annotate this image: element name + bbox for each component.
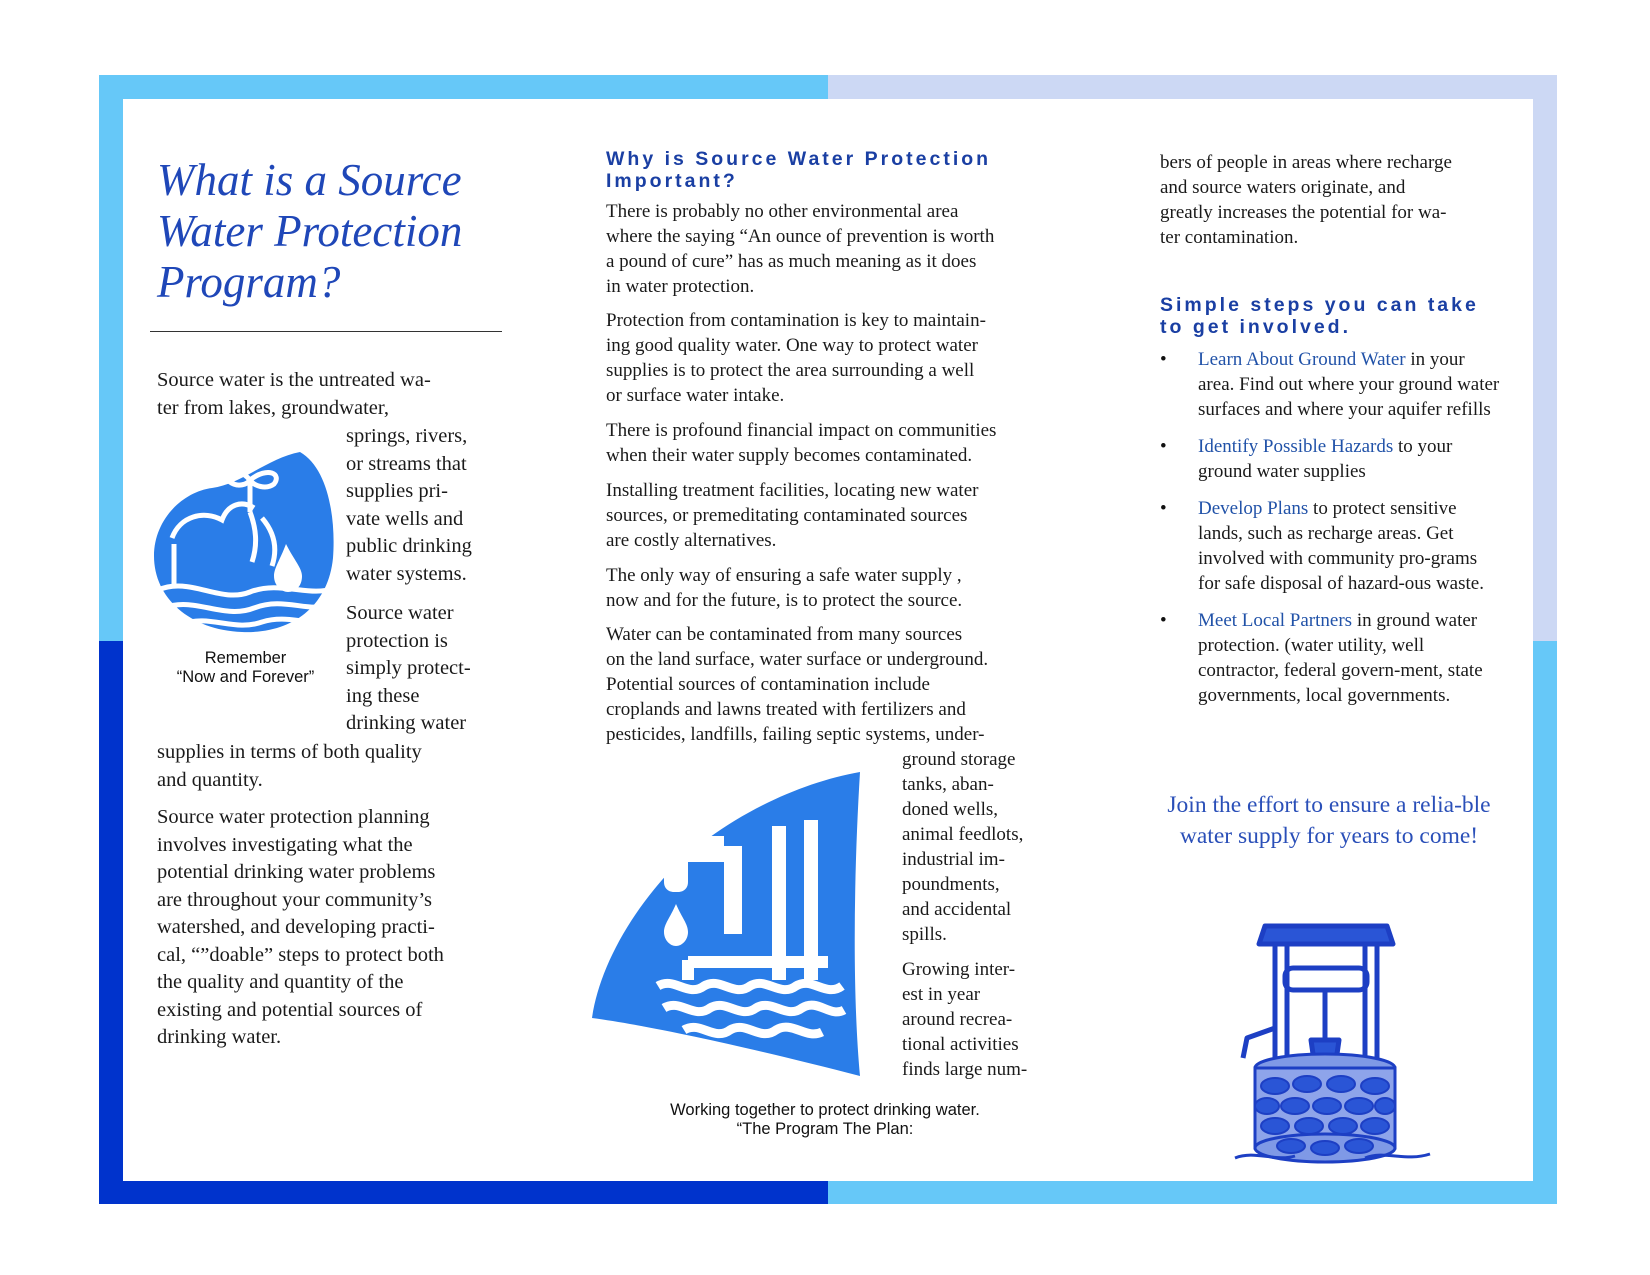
steps-list xyxy=(1160,347,1500,720)
step-item xyxy=(1160,347,1500,422)
title-divider xyxy=(150,331,502,332)
step-text: in your area. Find out where your ground water surfaces and where your aquifer refills xyxy=(1198,349,1500,420)
col2-para6-wrap: ground storage tanks, aban- doned wells, animal feedlots, industrial im- poundments, and accidental spills. xyxy=(902,749,1024,945)
col1-para1-lines: Source water is the untreated wa- ter from lakes, groundwater, xyxy=(157,369,431,419)
col1-para1-wrap: springs, rivers, or streams that supplies pri- vate wells and public drinking water systems. xyxy=(346,425,472,585)
col2-para6: Water can be contaminated from many sources on the land surface, water surface or underground. Potential sources of contamination include croplands and lawns treated with fertilizers and pesticides, landfills, failing septic systems, under- xyxy=(606,624,989,745)
page-title: What is a Source Water Protection Program? xyxy=(157,155,463,307)
bullet: • xyxy=(1160,498,1167,519)
col3-heading: Simple steps you can take to get involved. xyxy=(1160,294,1479,338)
step-highlight: Meet Local Partners xyxy=(1198,610,1353,631)
col2-para3: There is profound financial impact on communities when their water supply becomes contaminated. xyxy=(606,420,997,466)
step-item xyxy=(1160,434,1500,484)
step-highlight: Develop Plans xyxy=(1198,498,1309,519)
col1-para2-lines: supplies in terms of both quality and quantity. xyxy=(157,741,422,791)
step-highlight: Identify Possible Hazards xyxy=(1198,436,1394,457)
col3-para-top: bers of people in areas where recharge and source waters originate, and greatly increases the potential for wa- ter contamination. xyxy=(1160,152,1452,248)
col2-para4: Installing treatment facilities, locating new water sources, or premeditating contaminated sources are costly alternatives. xyxy=(606,480,979,551)
join-tagline: Join the effort to ensure a relia-ble water supply for years to come! xyxy=(1167,792,1491,849)
col1-para2-wrap: Source water protection is simply protect- ing these drinking water xyxy=(346,602,471,734)
step-item xyxy=(1160,496,1500,596)
water-drop-logo xyxy=(150,448,340,638)
faucet-caption: Working together to protect drinking water. “The Program The Plan: xyxy=(670,1101,980,1138)
col1-para3: Source water protection planning involves investigating what the potential drinking water problems are throughout your community’s watershed, and developing practi- cal, “”doable” steps to protect both the quality and quantity of the existing and potential sources of drinking water. xyxy=(157,806,444,1048)
wishing-well-illustration xyxy=(1225,918,1445,1168)
col2-para5: The only way of ensuring a safe water supply , now and for the future, is to protect the source. xyxy=(606,565,963,611)
bullet: • xyxy=(1160,349,1167,370)
step-text: to your ground water supplies xyxy=(1198,436,1453,482)
col2-para7-wrap: Growing inter- est in year around recrea- tional activities finds large num- xyxy=(902,959,1028,1080)
bullet: • xyxy=(1160,436,1167,457)
col2-heading: Why is Source Water Protection Important? xyxy=(606,148,992,192)
bullet: • xyxy=(1160,610,1167,631)
faucet-logo xyxy=(592,770,872,1080)
logo-caption: Remember “Now and Forever” xyxy=(176,649,315,686)
step-item xyxy=(1160,608,1500,708)
step-text: in ground water protection. (water utility, well contractor, federal govern-ment, state governments, local governments. xyxy=(1198,610,1483,706)
step-highlight: Learn About Ground Water xyxy=(1198,349,1406,370)
col2-para1: There is probably no other environmental area where the saying “An ounce of prevention is worth a pound of cure” has as much meaning as it does in water protection. xyxy=(606,201,995,297)
col2-para2: Protection from contamination is key to maintain- ing good quality water. One way to protect water supplies is to protect the area surrounding a well or surface water intake. xyxy=(606,310,986,406)
step-text: to protect sensitive lands, such as recharge areas. Get involved with community pro-grams for safe disposal of hazard-ous waste. xyxy=(1198,498,1484,594)
